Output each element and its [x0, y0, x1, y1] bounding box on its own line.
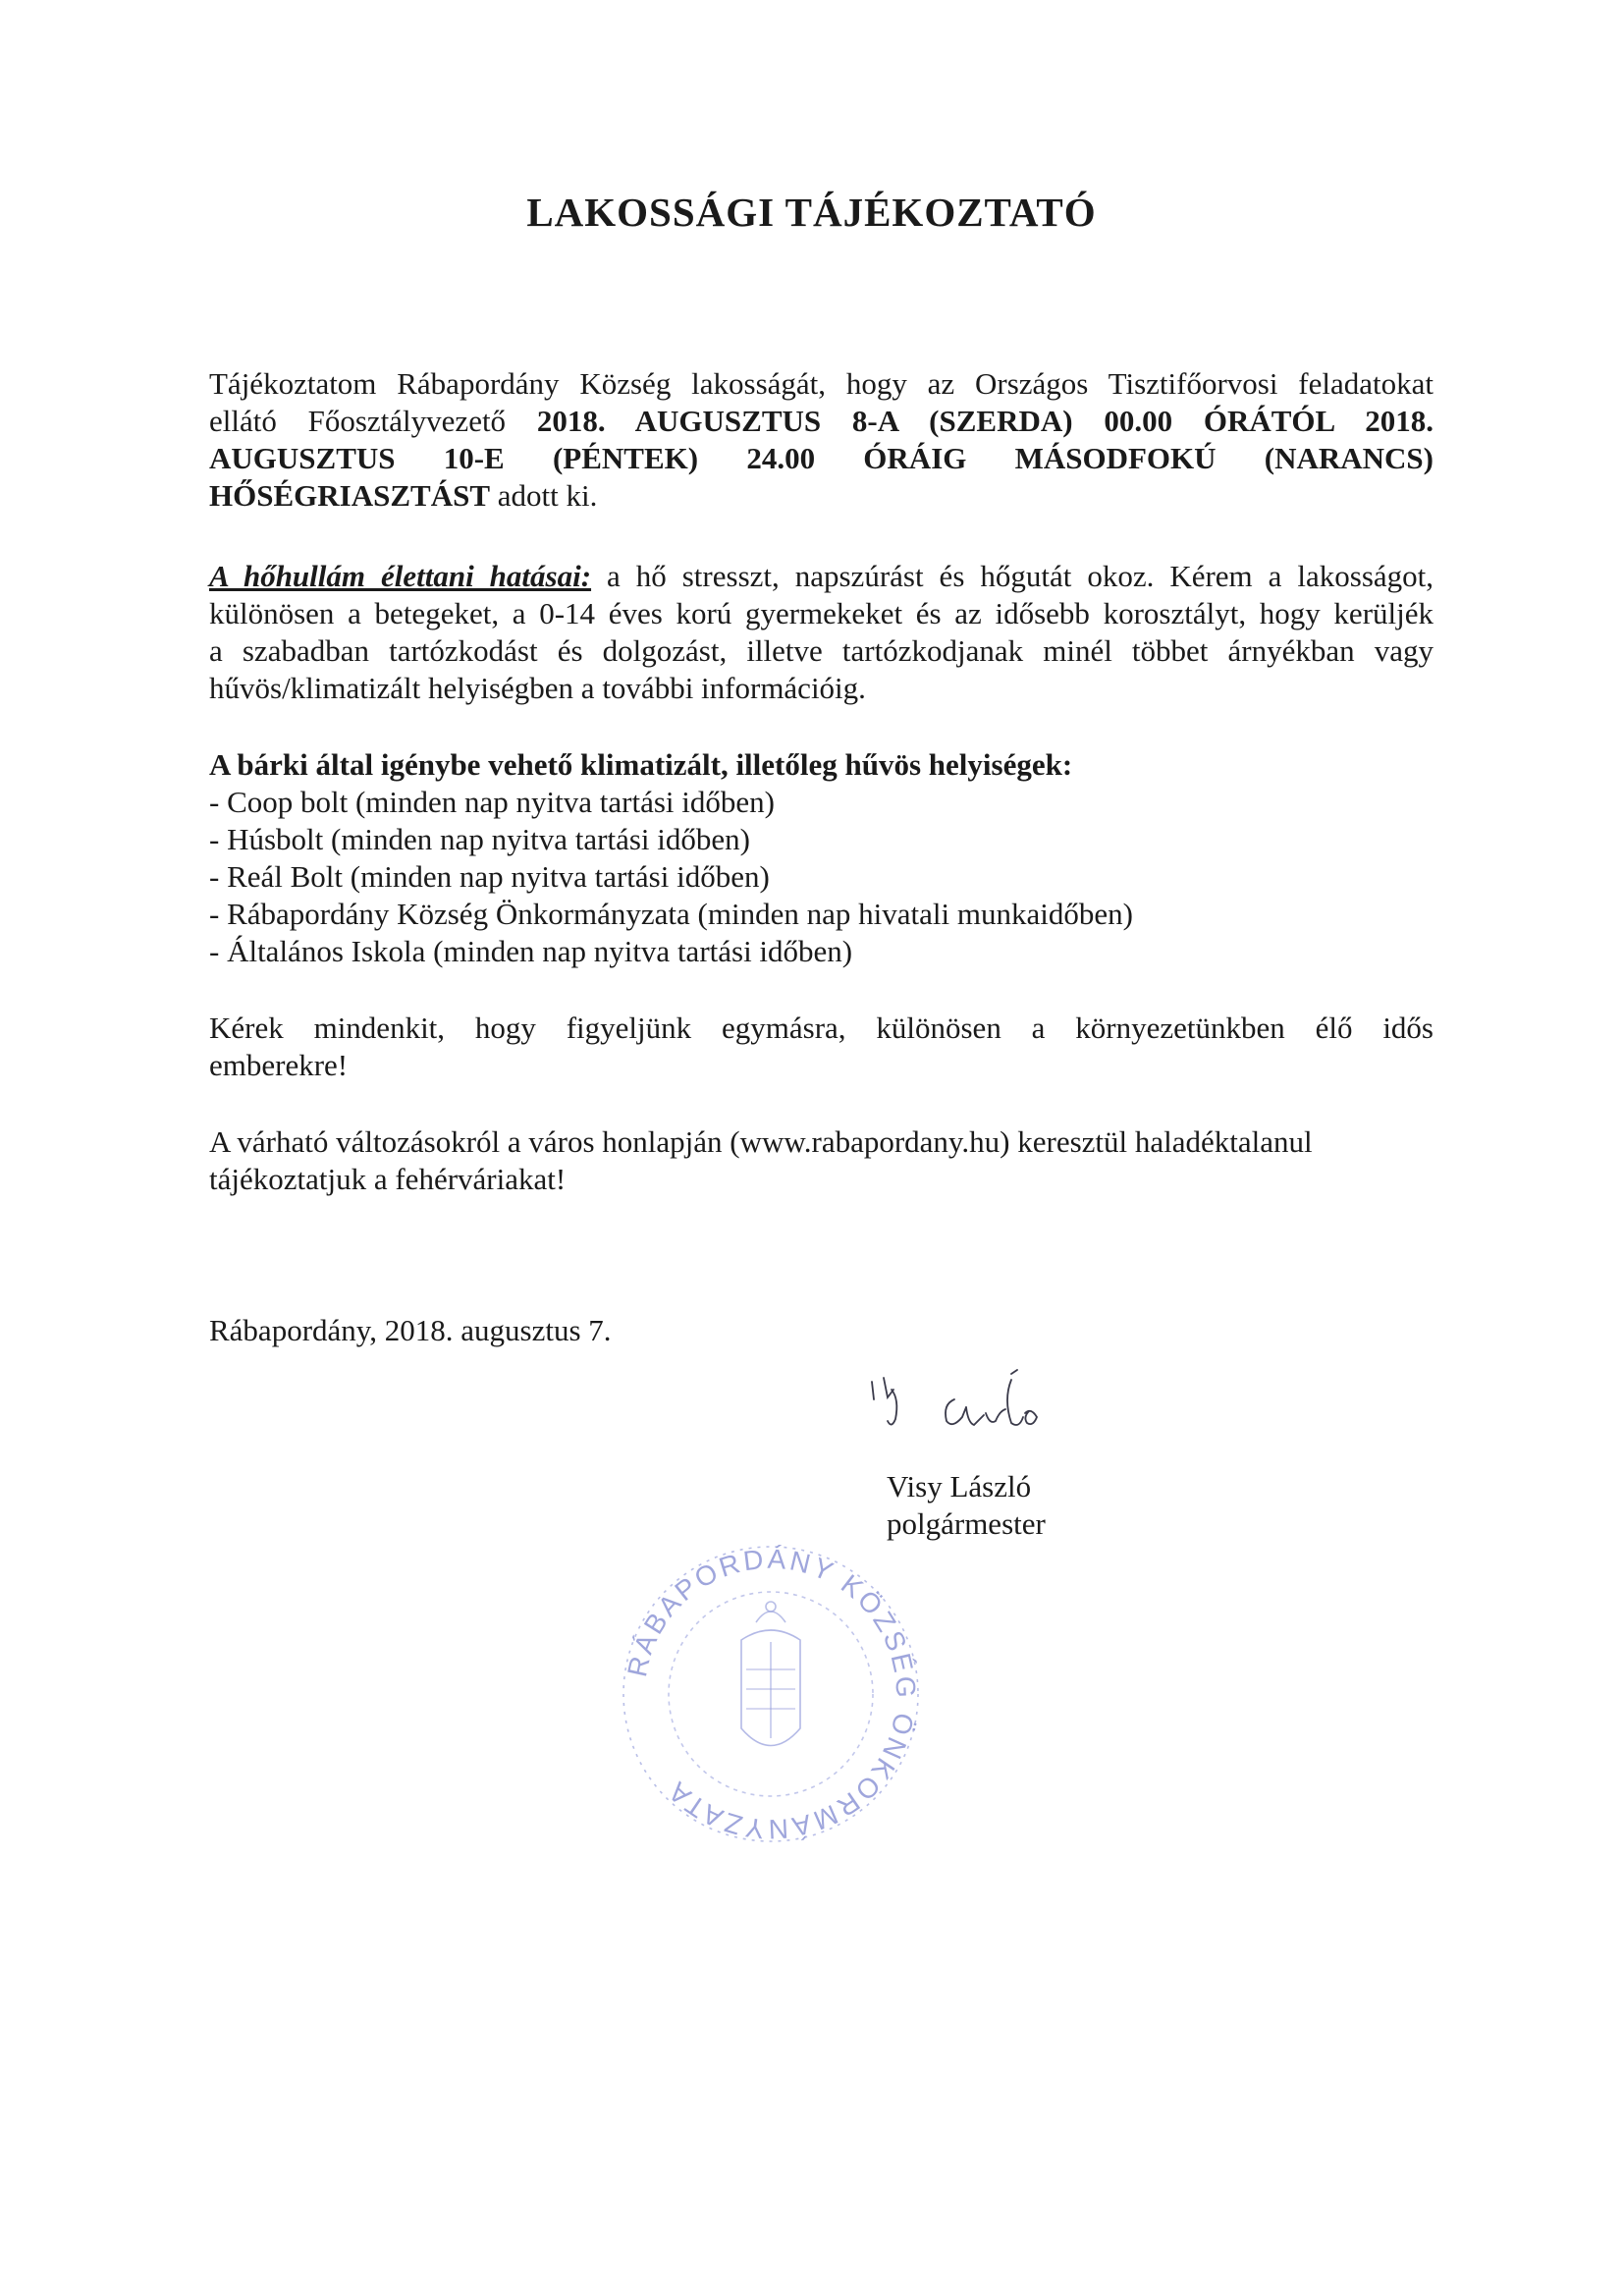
intro-text: ellátó Főosztályvezető — [209, 404, 537, 438]
request-line-2: emberekre! — [209, 1048, 349, 1082]
signatory-role: polgármester — [887, 1506, 1046, 1541]
effects-line-1 — [209, 558, 1434, 595]
handwritten-signature — [864, 1360, 1109, 1478]
official-stamp — [609, 1532, 933, 1856]
intro-line-4 — [209, 477, 1434, 515]
effects-heading: A hőhullám élettani hatásai: — [209, 559, 592, 593]
places-heading: A bárki által igénybe vehető klimatizált, illetőleg hűvös helyiségek: — [209, 747, 1073, 782]
request-paragraph — [209, 1010, 1434, 1084]
alert-type: HŐSÉGRIASZTÁST — [209, 478, 490, 513]
place-date: Rábapordány, 2018. augusztus 7. — [209, 1313, 612, 1347]
signatory-name: Visy László — [887, 1469, 1032, 1503]
request-line-1: Kérek mindenkit, hogy figyeljünk egymásra, különösen a környezetünkben élő idős — [209, 1011, 1434, 1045]
updates-line-1: A várható változásokról a város honlapján (www.rabapordany.hu) keresztül haladéktalanul — [209, 1124, 1313, 1159]
intro-text-end: adott ki. — [490, 478, 598, 513]
intro-paragraph — [209, 365, 1434, 515]
effects-line-3: a szabadban tartózkodást és dolgozást, illetve tartózkodjanak minél többet árnyékban vagy — [209, 633, 1434, 668]
list-item: - Húsbolt (minden nap nyitva tartási időben) — [209, 822, 750, 856]
updates-paragraph — [209, 1123, 1434, 1198]
effects-text-1: a hő stresszt, napszúrást és hőgutát okoz. Kérem a lakosságot, — [591, 559, 1434, 593]
intro-line-1: Tájékoztatom Rábapordány Község lakosságát, hogy az Országos Tisztifőorvosi feladatokat — [209, 366, 1434, 401]
alert-period-start: 2018. AUGUSZTUS 8-A (SZERDA) 00.00 ÓRÁTÓL 2018. — [536, 404, 1434, 438]
stamp-text: RÁBAPORDÁNY KÖZSÉG ÖNKORMÁNYZATA — [622, 1543, 922, 1845]
document-title: LAKOSSÁGI TÁJÉKOZTATÓ — [526, 190, 1097, 235]
alert-period-end: AUGUSZTUS 10-E (PÉNTEK) 24.00 ÓRÁIG MÁSODFOKÚ (NARANCS) — [209, 441, 1434, 475]
list-item: - Reál Bolt (minden nap nyitva tartási időben) — [209, 859, 770, 894]
effects-line-4: hűvös/klimatizált helyiségben a további információig. — [209, 671, 866, 705]
list-item: - Rábapordány Község Önkormányzata (minden nap hivatali munkaidőben) — [209, 897, 1133, 931]
places-section — [209, 746, 1434, 970]
list-item: - Általános Iskola (minden nap nyitva tartási időben) — [209, 934, 853, 968]
updates-line-2: tájékoztatjuk a fehérváriakat! — [209, 1162, 567, 1196]
intro-line-2 — [209, 403, 1434, 440]
effects-line-2: különösen a betegeket, a 0-14 éves korú gyermekeket és az idősebb korosztályt, hogy kerüljék — [209, 596, 1434, 630]
effects-paragraph — [209, 558, 1434, 707]
list-item: - Coop bolt (minden nap nyitva tartási időben) — [209, 785, 775, 819]
